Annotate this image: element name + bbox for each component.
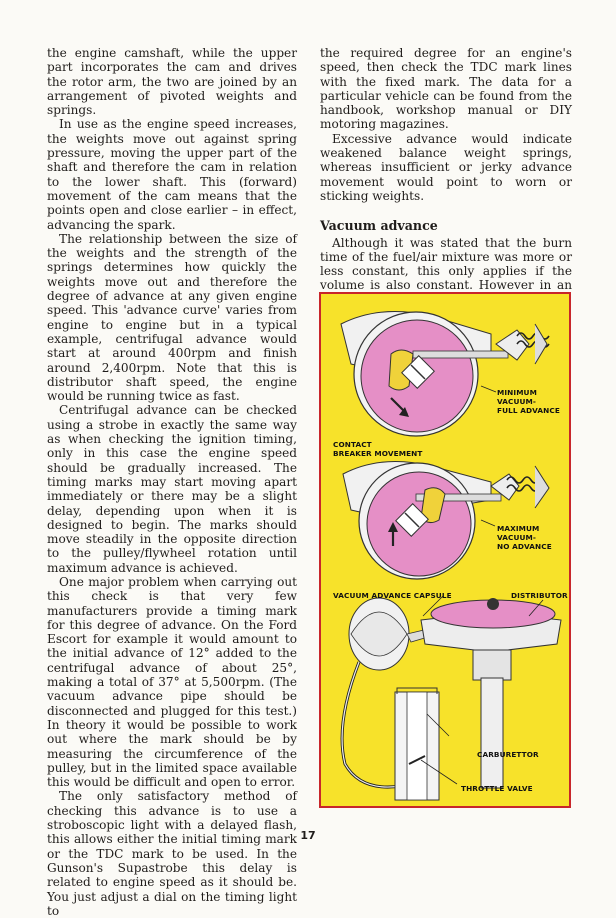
paragraph: The relationship between the size of the weights and the strength of the springs determines how quickly the weights move out and therefore the degree of advance at any given engine speed. This 'advance curve' varies from engine to engine but in a typical example, centrifugal advance would start at around 400rpm and finish around 2,400rpm. Note that this is distributor shaft speed, the engine would be running twice as fast. [47,231,297,404]
paragraph: the required degree for an engine's speed, then check the TDC mark lines with the fixed mark. The data for a particular vehicle can be found from the handbook, workshop manual or DIY motoring magazines. [320,46,572,132]
label-minimum-vacuum [497,388,560,415]
carburettor-assembly-illustration [342,596,561,800]
label-line: CONTACT [333,440,372,449]
label-vacuum-capsule: VACUUM ADVANCE CAPSULE [333,591,452,600]
label-line: MINIMUM [497,388,537,397]
vacuum-advance-diagram [319,292,571,808]
label-line: BREAKER MOVEMENT [333,449,423,458]
label-line: VACUUM- [497,397,536,406]
paragraph: Centrifugal advance can be checked using a strobe in exactly the same way as when checking the ignition timing, only in this case the engine speed should be gradually increased. The timing marks may start moving apart immediately or there may be a slight delay, depending upon when it is designed to begin. The marks should move steadily in the opposite direction to the pulley/flywheel rotation until maximum advance is achieved. [47,403,297,575]
label-carburettor: CARBURETTOR [477,750,539,759]
distributor-upper-illustration [341,312,549,437]
distributor-lower-illustration [343,462,549,580]
paragraph: Although it was stated that the burn time of the fuel/air mixture was more or less constant, this only applies if the volume is also constant. However in an [320,235,572,293]
paragraph: the engine camshaft, while the upper part incorporates the cam and drives the rotor arm, the two are joined by an arrangement of pivoted weights and springs. [47,46,297,118]
paragraph: Excessive advance would indicate weakened balance weight springs, whereas insufficient or jerky advance movement would point to worn or sticking weights. [320,131,572,203]
label-throttle-valve: THROTTLE VALVE [461,784,533,793]
left-text-column [47,46,297,918]
page-number: 17 [300,829,316,842]
label-line: NO ADVANCE [497,542,552,551]
paragraph: In use as the engine speed increases, the weights move out against spring pressure, moving the upper part of the shaft and therefore the cam in relation to the lower shaft. This (forward) movement of the cam means that the points open and close earlier – in effect, advancing the spark. [47,117,297,232]
paragraph: One major problem when carrying out this check is that very few manufacturers provide a timing mark for this degree of advance. On the Ford Escort for example it would amount to the initial advance of 12° added to the centrifugal advance of about 25°, making a total of 37° at 5,500rpm. (The vacuum advance pipe should be disconnected and plugged for this test.) In theory it would be possible to work out where the mark should be by measuring the circumference of the pulley, but in the limited space available this would be difficult and open to error. [47,574,297,790]
label-line: FULL ADVANCE [497,406,560,415]
label-maximum-vacuum [497,524,552,551]
label-line: MAXIMUM [497,524,540,533]
label-contact-breaker [333,440,422,458]
paragraph: The only satisfactory method of checking this advance is to use a stroboscopic light with a delayed flash, this allows either the initial timing mark or the TDC mark to be used. In the Gunson's Supastrobe this delay is related to engine speed as it should be. You just adjust a dial on the timing light to [47,789,297,918]
section-heading: Vacuum advance [320,218,438,234]
right-text-column [320,46,572,307]
label-distributor: DISTRIBUTOR [511,591,568,600]
label-line: VACUUM- [497,533,536,542]
